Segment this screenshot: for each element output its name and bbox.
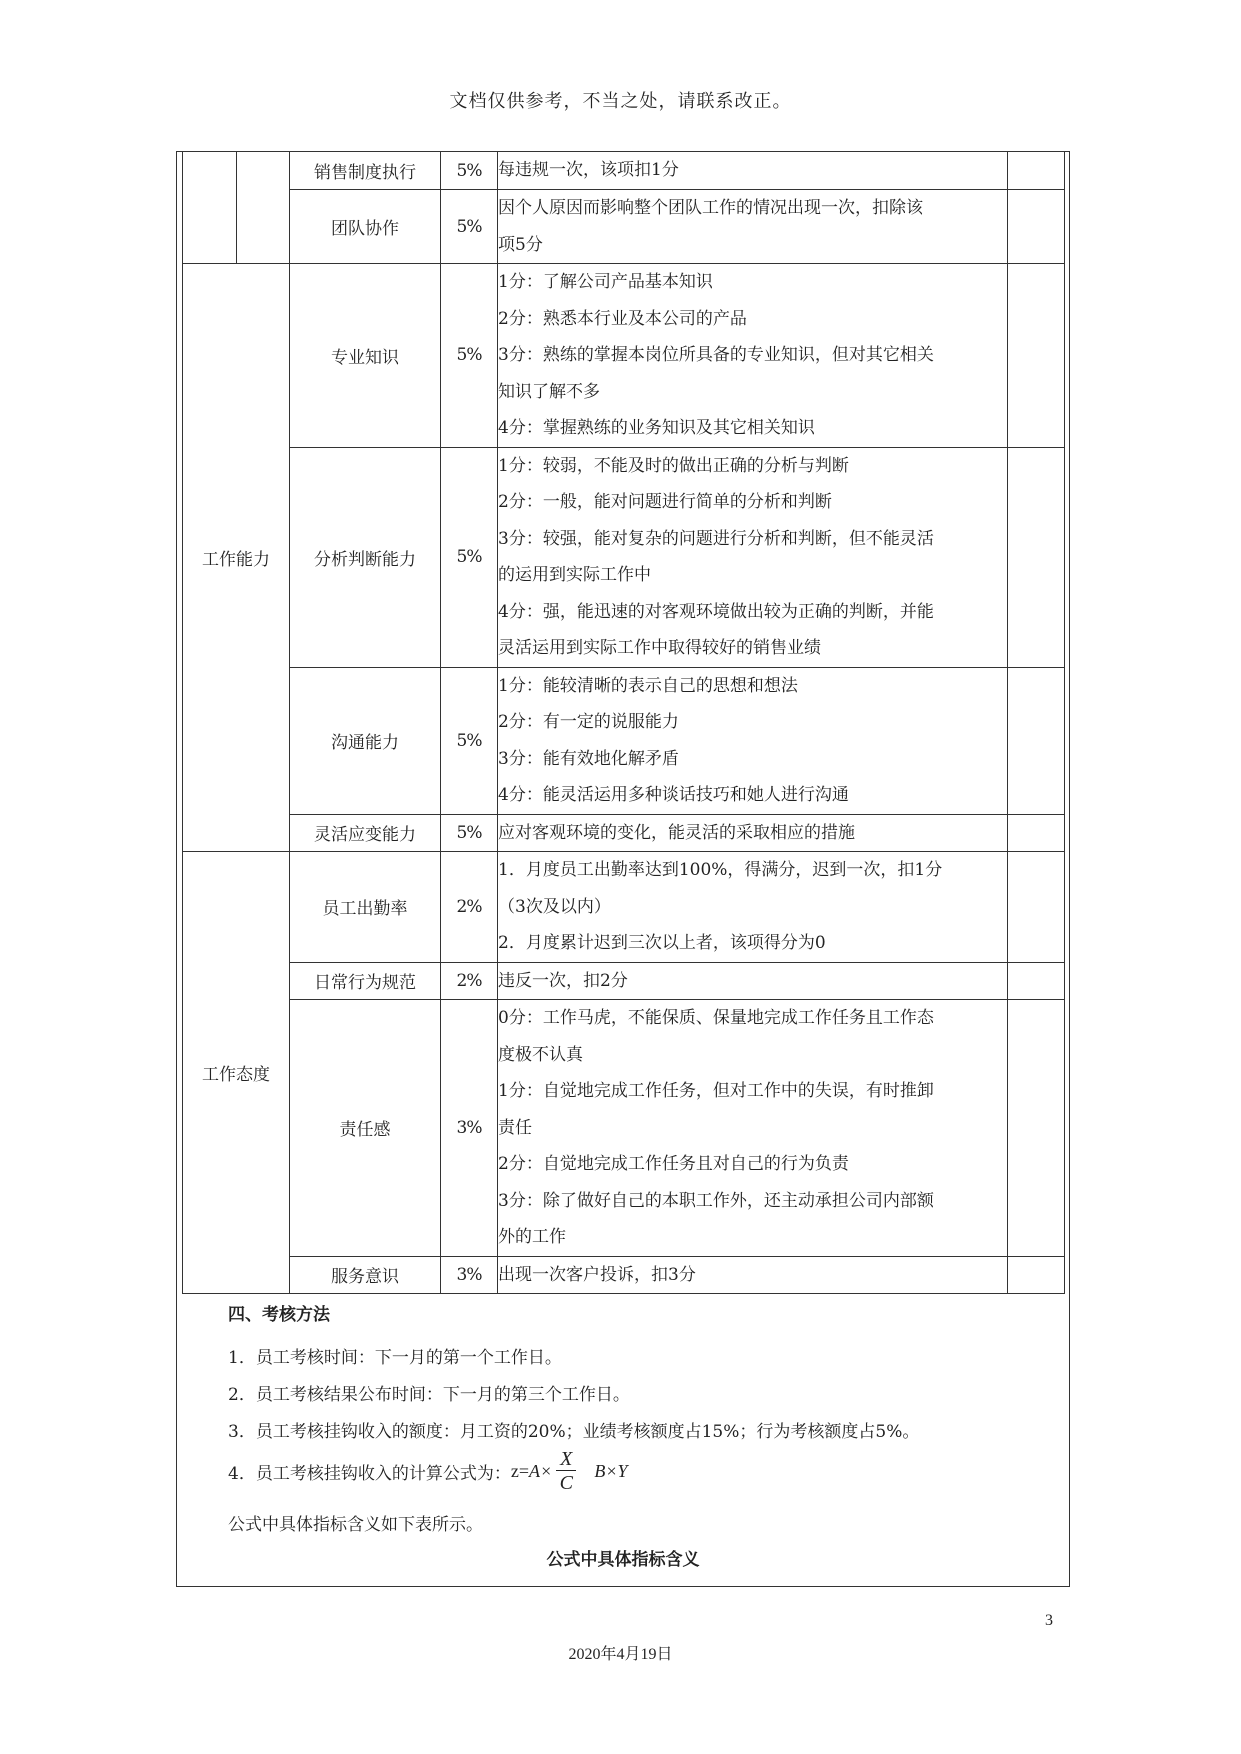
table-caption: 公式中具体指标含义 [546, 1550, 700, 1570]
score-cell [1008, 667, 1065, 814]
table-row [183, 667, 1065, 814]
item-weight: 5% [441, 264, 498, 448]
item-criteria: 1分：能较清晰的表示自己的思想和想法 2分：有一定的说服能力 3分：能有效地化解矛盾 4分：能灵活运用多种谈话技巧和她人进行沟通 [498, 667, 1008, 814]
score-cell [1008, 1000, 1065, 1257]
item-criteria: 违反一次，扣2分 [498, 962, 1008, 1000]
item-criteria: 每违规一次，该项扣1分 [498, 152, 1008, 190]
score-cell [1008, 190, 1065, 264]
header-note: 文档仅供参考，不当之处，请联系改正。 [449, 91, 792, 112]
item-name: 沟通能力 [290, 667, 441, 814]
category-cell-prev [183, 152, 237, 264]
item-weight: 2% [441, 962, 498, 1000]
method-line-3: 3．员工考核挂钩收入的额度：月工资的20%；业绩考核额度占15%；行为考核额度占5%。 [228, 1422, 920, 1442]
item-name: 服务意识 [290, 1256, 441, 1294]
score-cell [1008, 814, 1065, 852]
method-line-2: 2．员工考核结果公布时间：下一月的第三个工作日。 [228, 1385, 630, 1405]
item-name: 日常行为规范 [290, 962, 441, 1000]
item-weight: 3% [441, 1000, 498, 1257]
item-name: 员工出勤率 [290, 852, 441, 963]
table-row [183, 962, 1065, 1000]
section-heading: 四、考核方法 [228, 1305, 330, 1325]
table-row [183, 1256, 1065, 1294]
subcategory-cell-prev [237, 152, 290, 264]
score-cell [1008, 264, 1065, 448]
item-weight: 5% [441, 667, 498, 814]
item-criteria: 0分：工作马虎，不能保质、保量地完成工作任务且工作态 度极不认真 1分：自觉地完成工作任务，但对工作中的失误，有时推卸 责任 2分：自觉地完成工作任务且对自己的行为负责 3分：除了做好自己的本职工作外，还主动承担公司内部额 外的工作 [498, 1000, 1008, 1257]
method-line-5: 公式中具体指标含义如下表所示。 [228, 1515, 483, 1535]
item-criteria: 应对客观环境的变化，能灵活的采取相应的措施 [498, 814, 1008, 852]
item-name: 分析判断能力 [290, 447, 441, 667]
item-criteria: 1分：较弱，不能及时的做出正确的分析与判断 2分：一般，能对问题进行简单的分析和判断 3分：较强，能对复杂的问题进行分析和判断，但不能灵活 的运用到实际工作中 4分：强，能迅速的对客观环境做出较为正确的判断，并能 灵活运用到实际工作中取得较好的销售业绩 [498, 447, 1008, 667]
item-weight: 5% [441, 190, 498, 264]
table-row [183, 152, 1065, 190]
item-weight: 5% [441, 152, 498, 190]
item-criteria: 1分：了解公司产品基本知识 2分：熟悉本行业及本公司的产品 3分：熟练的掌握本岗位所具备的专业知识，但对其它相关 知识了解不多 4分：掌握熟练的业务知识及其它相关知识 [498, 264, 1008, 448]
table-row [183, 447, 1065, 667]
table-row [183, 264, 1065, 448]
item-name: 专业知识 [290, 264, 441, 448]
item-criteria: 出现一次客户投诉，扣3分 [498, 1256, 1008, 1294]
score-cell [1008, 852, 1065, 963]
item-criteria: 1．月度员工出勤率达到100%，得满分，迟到一次，扣1分 （3次及以内） 2．月度累计迟到三次以上者，该项得分为0 [498, 852, 1008, 963]
page-number: 3 [1045, 1612, 1053, 1629]
footer-date: 2020年4月19日 [568, 1646, 673, 1663]
item-name: 灵活应变能力 [290, 814, 441, 852]
formula-intro: 4．员工考核挂钩收入的计算公式为： [228, 1464, 511, 1484]
item-name: 销售制度执行 [290, 152, 441, 190]
item-name: 责任感 [290, 1000, 441, 1257]
item-weight: 2% [441, 852, 498, 963]
method-line-1: 1．员工考核时间：下一月的第一个工作日。 [228, 1348, 562, 1368]
item-weight: 3% [441, 1256, 498, 1294]
category-cell-attitude: 工作态度 [183, 852, 290, 1294]
table-row [183, 852, 1065, 963]
item-weight: 5% [441, 814, 498, 852]
income-formula: z= A× $\frac{X}{C}$ B×Y [510, 1448, 628, 1494]
score-cell [1008, 1256, 1065, 1294]
score-cell [1008, 962, 1065, 1000]
item-weight: 5% [441, 447, 498, 667]
method-line-4 [228, 1448, 628, 1495]
table-row [183, 190, 1065, 264]
category-cell-ability: 工作能力 [183, 264, 290, 852]
score-cell [1008, 152, 1065, 190]
table-row [183, 1000, 1065, 1257]
score-cell [1008, 447, 1065, 667]
table-row [183, 814, 1065, 852]
item-criteria: 因个人原因而影响整个团队工作的情况出现一次，扣除该 项5分 [498, 190, 1008, 264]
formula-fraction: $\frac{X}{C}$ [556, 1448, 576, 1495]
item-name: 团队协作 [290, 190, 441, 264]
evaluation-table [182, 151, 1065, 1294]
